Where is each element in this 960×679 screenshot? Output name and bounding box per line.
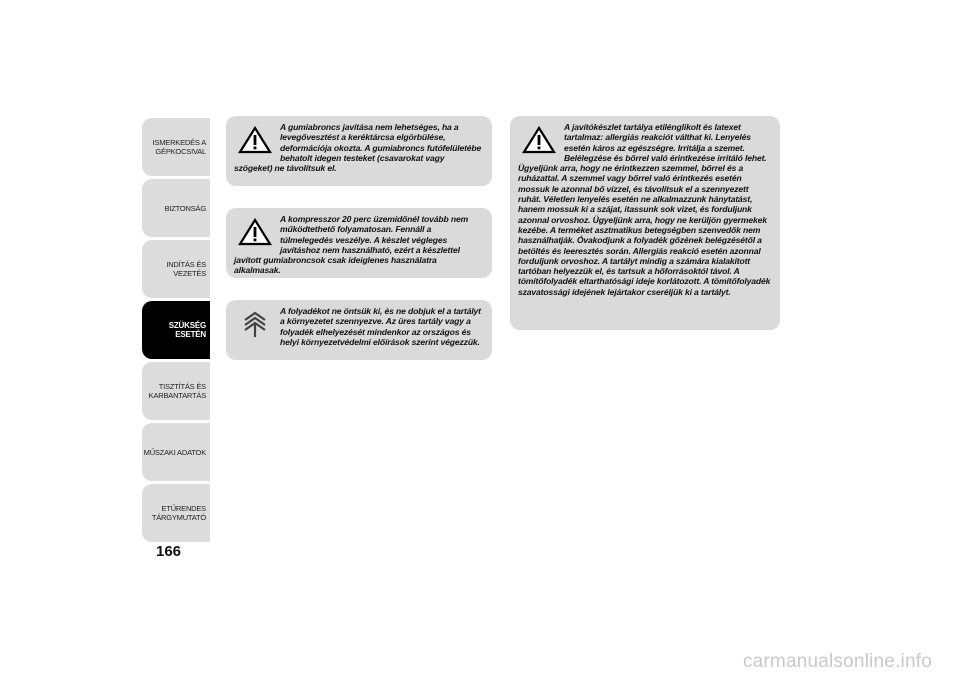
tab-muszaki-adatok[interactable] [142,423,210,481]
warning-triangle-icon [522,126,556,154]
tab-label: BIZTONSÁG [164,203,206,213]
tab-label: ISMERKEDÉS A GÉPKOCSIVAL [152,138,206,156]
tab-label: ETŰRENDES TÁRGYMUTATÓ [151,504,206,522]
warning-triangle-icon [238,126,272,154]
warning-triangle-icon [238,218,272,246]
tab-ismerkedes[interactable] [142,118,210,176]
tab-label: TISZTÍTÁS ÉS KARBANTARTÁS [148,382,206,400]
tab-label: SZÜKSÉG ESETÉN [168,321,206,339]
tab-szukseg-eseten[interactable] [142,301,210,359]
warning-note [226,116,492,186]
note-text: A folyadékot ne öntsük ki, és ne dobjuk el a tartályt a környezetet szennyezve. Az üres tartály vagy a folyadék elhelyezését mindenkor az országos és helyi környezetvédelmi előírások szerint végezzük. [280,306,481,347]
tab-biztonsag[interactable] [142,179,210,237]
tab-inditas[interactable] [142,240,210,298]
tab-targymutato[interactable] [142,484,210,542]
note-text: A kompresszor 20 perc üzemidőnél tovább nem működtethető folyamatosan. Fennáll a túlmelegedés veszélye. A készlet végleges javításhoz nem használható, ezért a készlettel javított gumiabroncsok csak ideiglenes használatra alkalmasak. [234,214,469,276]
environment-chevrons-icon [238,310,272,338]
watermark-text: carmanualsonline.info [742,651,932,672]
note-text: A gumiabroncs javítása nem lehetséges, ha a levegővesztést a keréktárcsa elgörbülése, deformációja okozta. A gumiabroncs futófelületébe behatolt idegen testeket (csavarokat vagy szögeket) ne távolítsuk el. [234,122,482,174]
warning-note [226,208,492,278]
page-number: 166 [156,543,182,560]
tab-label: MŰSZAKI ADATOK [143,447,206,457]
environment-note [226,300,492,360]
tab-label: INDÍTÁS ÉS VEZETÉS [166,260,206,278]
tab-tisztitas[interactable] [142,362,210,420]
warning-note [510,116,780,330]
note-text: A javítókészlet tartálya etilénglikolt és latexet tartalmaz: allergiás reakciót válthat ki. Lenyelés esetén káros az egészségre. Irritálja a szemet. Belélegzése és bőrrel való érintkezése irritáló lehet. Ügyeljünk arra, hogy ne érintkezzen szemmel, bőrrel és a ruházattal. A szemmel vagy bőrrel való érintkezés esetén mossuk le azonnal bő vízzel, és távolítsuk el a szennyezett ruhát. Véletlen lenyelés esetén ne alkalmazzunk hánytatást, hanem mossuk ki a szájat, itassunk sok vizet, és forduljunk azonnal orvoshoz. Ügyeljünk arra, hogy ne kerüljön gyermekek kezébe. A terméket asztmatikus betegségben szenvedők nem használhatják. Óvakodjunk a folyadék gőzének belégzésétől a betöltés és leeresztés során. Allergiás reakció esetén azonnal forduljunk orvoshoz. A tartályt mindig a számára kialakított tartóban helyezzük el, és tartsuk a hőforrásoktól távol. A tömítőfolyadék eltarthatósági ideje korlátozott. A tömítőfolyadék szavatossági idejének lejártakor cseréljük ki a tartályt. [518,122,771,297]
